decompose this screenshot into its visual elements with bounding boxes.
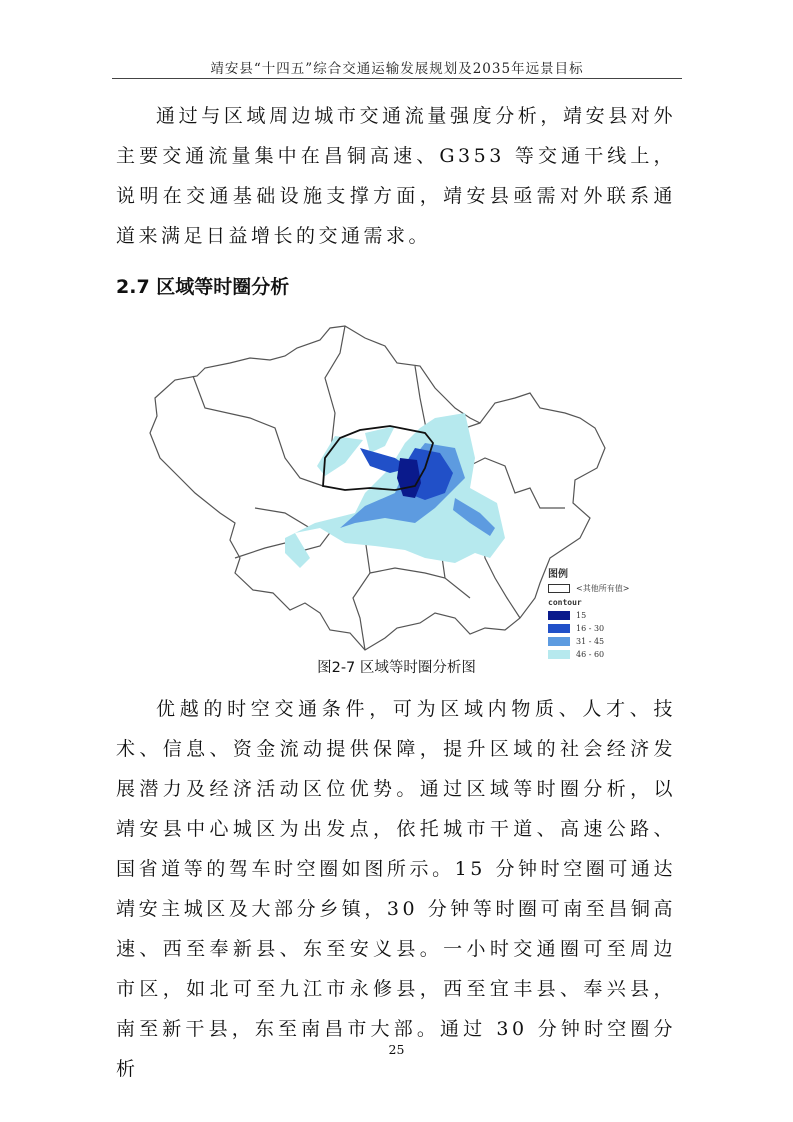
- page-number: 25: [388, 1042, 405, 1057]
- legend-boundary-row: [548, 582, 629, 595]
- running-header: 靖安县“十四五”综合交通运输发展规划及2035年远景目标: [210, 61, 584, 77]
- legend-label: 46 - 60: [576, 650, 605, 659]
- figure-caption: 图2-7 区域等时圈分析图: [317, 660, 476, 676]
- legend-title: 图例: [548, 569, 568, 580]
- legend-swatch: [548, 611, 570, 620]
- paragraph-traffic-flow: 通过与区域周边城市交通流量强度分析，靖安县对外主要交通流量集中在昌铜高速、G353 等交通干线上，说明在交通基础设施支撑方面，靖安县亟需对外联系通道来满足日益增长的交通需求。: [116, 105, 676, 247]
- paragraph-isochrone-analysis: 优越的时空交通条件，可为区域内物质、人才、技术、信息、资金流动提供保障，提升区域的社会经济发展潜力及经济活动区位优势。通过区域等时圈分析，以靖安县中心城区为出发点，依托城市干道、高速公路、国省道等的驾车时空圈如图所示。15 分钟时空圈可通达靖安主城区及大部分乡镇，30 分钟等时圈可南至昌铜高速、西至奉新县、东至安义县。一小时交通圈可至周边市区，如北可至九江市永修县，西至宜丰县、奉兴县，南至新干县，东至南昌市大部。通过 30 分钟时空圈分析: [116, 698, 676, 1080]
- legend-label: 15: [576, 611, 587, 620]
- legend-item: [548, 609, 629, 622]
- legend-item: [548, 635, 629, 648]
- section-heading: 2.7 区域等时圈分析: [116, 276, 290, 298]
- map-legend: [548, 565, 629, 661]
- legend-swatch: [548, 624, 570, 633]
- legend-swatch: [548, 637, 570, 646]
- header-rule: [112, 78, 682, 79]
- legend-item: [548, 622, 629, 635]
- legend-boundary-swatch: [548, 584, 570, 593]
- legend-contour-title: contour: [548, 598, 582, 607]
- legend-label: 16 - 30: [576, 624, 605, 633]
- legend-label: 31 - 45: [576, 637, 605, 646]
- legend-boundary-label: <其他所有值>: [576, 584, 630, 593]
